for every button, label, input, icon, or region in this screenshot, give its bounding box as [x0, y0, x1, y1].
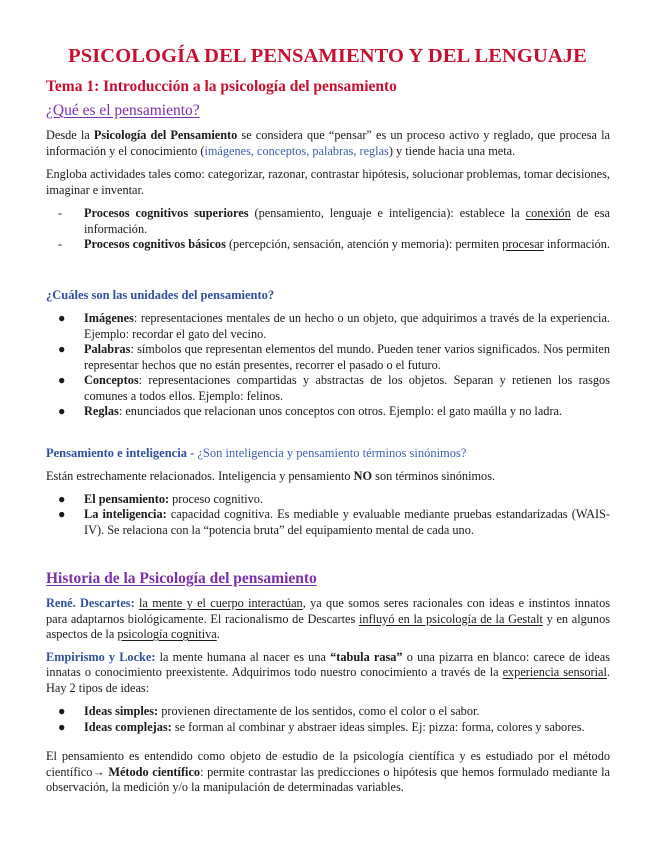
item-term: Reglas [84, 404, 119, 418]
underlined-term: experiencia sensorial [502, 665, 607, 679]
inteligencia-list [46, 492, 610, 539]
heading-question: ¿Son inteligencia y pensamiento términos sinónimos? [197, 446, 467, 460]
unidades-list [46, 311, 610, 420]
paragraph-relacion [46, 469, 610, 485]
highlight-terms: imágenes, conceptos, palabras, reglas [204, 143, 389, 158]
dash-marker: - [58, 206, 63, 220]
list-item [46, 404, 610, 420]
author-name: René. Descartes: [46, 596, 135, 610]
section-inteligencia [46, 446, 610, 538]
list-item [46, 704, 610, 720]
bold-term: NO [353, 469, 373, 483]
list-item [46, 237, 610, 253]
bullet-marker: ● [58, 373, 66, 387]
item-term: El pensamiento: [84, 491, 170, 506]
list-item [46, 720, 610, 736]
heading-bold-part: Pensamiento e inteligencia - [46, 446, 198, 460]
bullet-marker: ● [58, 342, 66, 356]
item-text: : representaciones mentales de un hecho o un objeto, que adquirimos a través de la experiencia. Ejemplo: recordar el gato del vecino. [84, 311, 610, 341]
document-title: PSICOLOGÍA DEL PENSAMIENTO Y DEL LENGUAJE [68, 45, 587, 67]
bullet-marker: ● [58, 404, 66, 418]
text-run: son términos sinónimos. [372, 469, 496, 483]
underlined-term: psicología cognitiva [117, 627, 217, 641]
ideas-list [46, 704, 610, 735]
text-run: . [216, 627, 220, 641]
item-text: : representaciones compartidas y abstractas de los objetos. Separan y retienen los rasgos comunes a todos ellos. Ejemplo: felinos. [84, 373, 610, 403]
list-item [46, 342, 610, 373]
paragraph-definicion [46, 128, 610, 159]
bullet-marker: ● [58, 704, 66, 718]
author-name: Empirismo y Locke: [46, 649, 156, 664]
tema-heading-block [46, 78, 610, 96]
item-term: Palabras [84, 342, 131, 356]
list-item [46, 507, 610, 538]
underlined-term: la mente y el cuerpo interactúan [139, 596, 303, 610]
item-text: (percepción, sensación, atención y memoria): permiten [225, 237, 503, 251]
item-term: Ideas simples: [84, 704, 159, 718]
list-item [46, 311, 610, 342]
list-item [46, 206, 610, 237]
list-item [46, 373, 610, 404]
list-item [46, 492, 610, 508]
text-run: la mente humana al nacer es una [155, 649, 331, 664]
bullet-marker: ● [58, 719, 66, 734]
item-text: : enunciados que relacionan unos conceptos con otros. Ejemplo: el gato maúlla y no ladra. [118, 404, 563, 418]
bold-term: Psicología del Pensamiento [93, 128, 238, 142]
item-text: provienen directamente de los sentidos, como el color o el sabor. [158, 704, 480, 718]
section-heading-historia: Historia de la Psicología del pensamiento [46, 570, 317, 587]
item-text: se forman al combinar y abstraer ideas simples. Ej: pizza: forma, colores y sabores. [171, 719, 585, 734]
item-text: información. [543, 237, 611, 251]
bold-term: “tabula rasa” [330, 649, 403, 664]
underlined-term: procesar [502, 237, 544, 251]
item-term: Procesos cognitivos básicos [84, 237, 226, 251]
item-text: de esa información. [84, 206, 610, 236]
arrow-right-icon: → [92, 764, 105, 779]
text-run: . Hay 2 tipos de ideas: [46, 665, 610, 695]
item-text: proceso cognitivo. [169, 491, 263, 506]
text-run: ) y tiende hacia una meta. [388, 143, 516, 158]
text-run: : permite contrastar las predicciones o hipótesis que hemos formulado mediante la observación, la medición y/o la manipulación de determinadas variables. [46, 764, 611, 794]
text-run: El pensamiento es entendido como objeto de estudio de la psicología científica y es estudiado por el método científico [46, 749, 610, 779]
text-run: Están estrechamente relacionados. Inteligencia y pensamiento [46, 469, 354, 483]
item-text: : símbolos que representan elementos del mundo. Pueden tener varios significados. Nos permiten representar hechos que no están presentes, recorrer el pasado o el futuro. [84, 342, 610, 372]
bullet-marker: ● [58, 311, 66, 325]
dash-marker: - [58, 237, 63, 251]
section-unidades [46, 288, 610, 420]
item-term: Imágenes [84, 311, 134, 325]
section-heading-inteligencia [46, 446, 610, 461]
item-text: (pensamiento, lenguaje e inteligencia): establece la [248, 206, 526, 220]
item-term: Procesos cognitivos superiores [84, 206, 249, 220]
paragraph-metodo [46, 749, 610, 796]
item-term: Ideas complejas: [84, 719, 172, 734]
bullet-marker: ● [58, 491, 66, 506]
paragraph-actividades: Engloba actividades tales como: categorizar, razonar, contrastar hipótesis, solucionar problemas, tomar decisiones, imaginar e inventar. [46, 167, 610, 197]
section-heading-unidades: ¿Cuáles son las unidades del pensamiento? [46, 288, 275, 302]
bullet-marker: ● [58, 507, 66, 521]
item-term: La inteligencia: [84, 507, 167, 521]
paragraph-descartes [46, 596, 610, 643]
text-run: Desde la [46, 128, 94, 142]
text-run: , ya que somos seres racionales con ideas e instintos innatos para adaptarnos biológicamente. El racionalismo de Descartes [46, 596, 611, 626]
text-run: se considera que “pensar” es un proceso activo y reglado, que procesa la información y el conocimiento ( [46, 128, 610, 158]
section-que-es [46, 102, 610, 253]
item-text: capacidad cognitiva. Es mediable y evaluable mediante pruebas estandarizadas (WAIS-IV). Se relaciona con la “potencia bruta” del equipamiento mental de cada uno. [84, 507, 610, 537]
tema-heading: Tema 1: Introducción a la psicología del pensamiento [46, 78, 397, 95]
section-historia [46, 570, 610, 796]
text-run: o una pizarra en blanco: carece de ideas innatas o conocimiento preexistente. Adquirimos todo nuestro conocimiento a través de la [46, 649, 611, 679]
underlined-term: conexión [525, 206, 571, 220]
item-term: Conceptos [84, 373, 139, 387]
paragraph-locke [46, 650, 610, 697]
text-run: y en algunos aspectos de la [46, 611, 611, 641]
bold-term: Método científico [104, 764, 201, 779]
underlined-term: influyó en la psicología de la Gestalt [358, 611, 543, 626]
procesos-list [46, 206, 610, 253]
section-heading-que-es: ¿Qué es el pensamiento? [46, 102, 200, 119]
